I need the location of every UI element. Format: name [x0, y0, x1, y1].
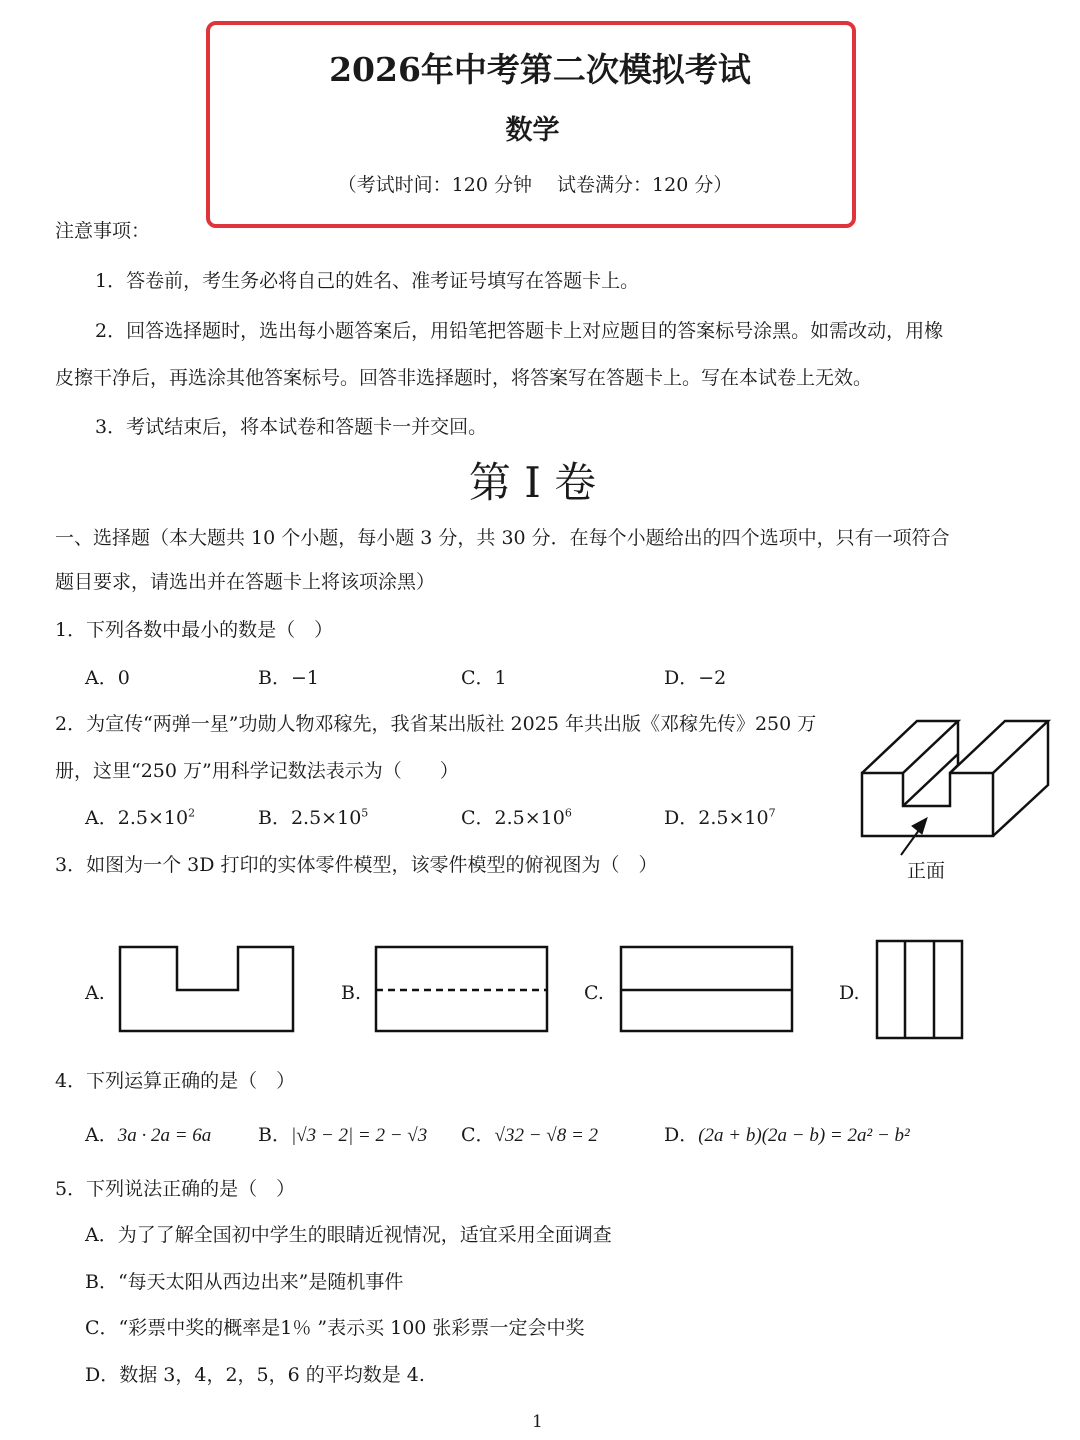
page-number: 1	[532, 1412, 543, 1432]
3d-part-model-figure	[862, 721, 1048, 855]
option-d-figure	[877, 941, 962, 1038]
q1-option-d: D．−2	[664, 667, 727, 689]
q1-option-c: C．1	[461, 667, 507, 689]
q2-stem-cont: 册，这里“250 万”用科学记数法表示为（ ）	[55, 760, 459, 782]
q5-stem: 5．下列说法正确的是（ ）	[55, 1178, 296, 1200]
q2-option-a: A．$2.5\times 10^2$	[85, 806, 196, 829]
option-a-figure	[120, 947, 293, 1031]
note-item: 2．回答选择题时，选出每小题答案后，用铅笔把答题卡上对应题目的答案标号涂黑。如需改动，用橡	[95, 320, 944, 342]
option-c-figure	[621, 947, 792, 1031]
q1-option-b: B．−1	[258, 667, 319, 689]
q3-option-b: B.	[341, 982, 362, 1004]
q4-stem: 4．下列运算正确的是（ ）	[55, 1070, 296, 1092]
note-item: 皮擦干净后，再选涂其他答案标号。回答非选择题时，将答案写在答题卡上。写在本试卷上无效。	[55, 367, 873, 389]
subject: 数学	[505, 115, 560, 146]
q3-option-d: D.	[839, 982, 860, 1004]
q1-option-a: A．0	[85, 667, 130, 689]
q4-option-c: C．√32 − √8 = 2	[461, 1124, 599, 1146]
q1-stem: 1．下列各数中最小的数是（ ）	[55, 619, 334, 641]
option-b-figure	[376, 947, 547, 1031]
note-item: 1．答卷前，考生务必将自己的姓名、准考证号填写在答题卡上。	[95, 270, 640, 292]
section-heading-cont: 题目要求，请选出并在答题卡上将该项涂黑）	[55, 571, 436, 593]
q4-option-b: B．|√3 − 2| = 2 − √3	[258, 1124, 428, 1146]
figure-front-label: 正面	[907, 860, 946, 882]
q3-stem: 3．如图为一个 3D 打印的实体零件模型，该零件模型的俯视图为（ ）	[55, 854, 658, 876]
exam-title: 2026年中考第二次模拟考试	[329, 50, 751, 89]
q5-option-a: A．为了了解全国初中学生的眼睛近视情况，适宜采用全面调查	[85, 1224, 612, 1246]
q2-option-d: D．$2.5\times 10^7$	[664, 806, 776, 829]
exam-info: （考试时间：120 分钟 试卷满分：120 分）	[337, 174, 733, 196]
q5-option-b: B．“每天太阳从西边出来”是随机事件	[85, 1271, 404, 1293]
q2-option-b: B．$2.5\times 10^5$	[258, 806, 369, 829]
notes-heading: 注意事项：	[55, 220, 151, 242]
q5-option-c: C．“彩票中奖的概率是1％ ”表示买 100 张彩票一定会中奖	[85, 1317, 585, 1339]
q2-option-c: C．$2.5\times 10^6$	[461, 806, 572, 829]
volume-title: 第 I 卷	[468, 458, 597, 507]
note-item: 3．考试结束后，将本试卷和答题卡一并交回。	[95, 416, 488, 438]
q4-option-d: D．(2a + b)(2a − b) = 2a² − b²	[664, 1124, 910, 1146]
q5-option-d: D．数据 3，4，2，5，6 的平均数是 4.	[85, 1364, 425, 1386]
q3-option-c: C.	[584, 982, 604, 1004]
q3-option-a: A.	[85, 982, 105, 1004]
section-heading: 一、选择题（本大题共 10 个小题，每小题 3 分，共 30 分．在每个小题给出的四个选项中，只有一项符合	[55, 527, 950, 549]
q2-stem: 2．为宣传“两弹一星”功勋人物邓稼先，我省某出版社 2025 年共出版《邓稼先传》250 万	[55, 713, 817, 735]
q4-option-a: A．3a · 2a = 6a	[85, 1124, 212, 1146]
